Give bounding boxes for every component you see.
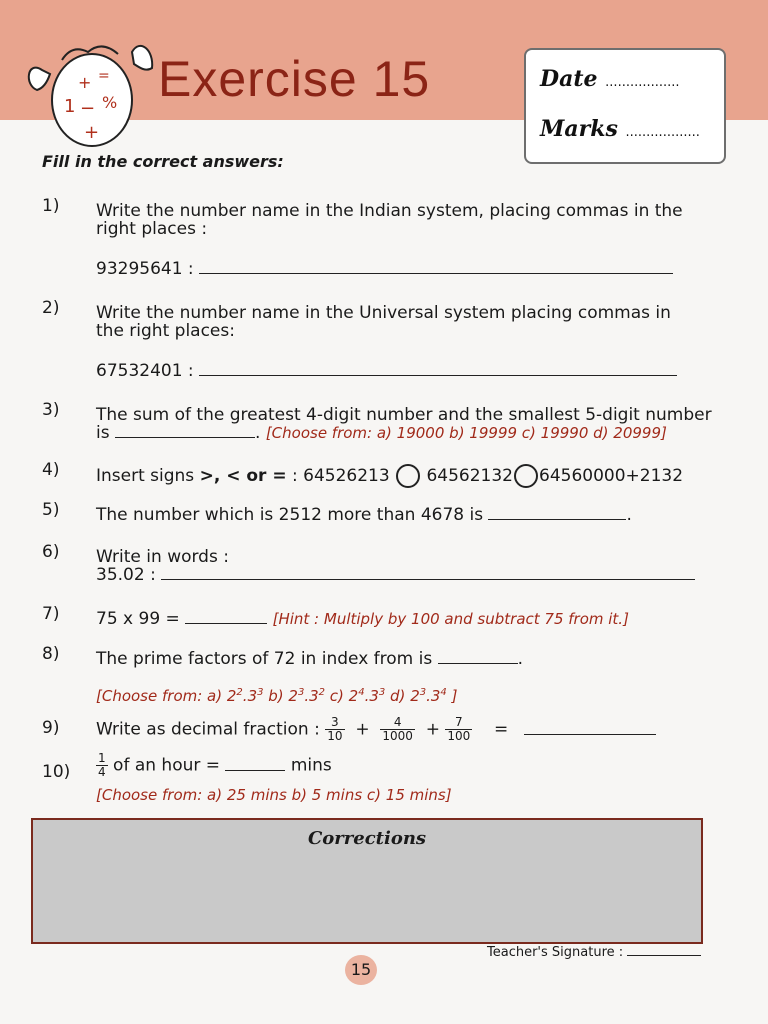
svg-text:+: + bbox=[78, 73, 92, 92]
teacher-signature: Teacher's Signature : bbox=[487, 945, 701, 960]
q1-blank[interactable] bbox=[199, 273, 673, 274]
q4-circle-1[interactable] bbox=[396, 464, 420, 488]
q9-number: 9) bbox=[42, 718, 60, 738]
q4-number: 4) bbox=[42, 460, 60, 480]
svg-text:=: = bbox=[98, 68, 110, 84]
date-marks-box bbox=[524, 48, 726, 164]
svg-text:+: + bbox=[84, 122, 100, 143]
instruction: Fill in the correct answers: bbox=[42, 152, 284, 171]
q3-choices: [Choose from: a) 19000 b) 19999 c) 19990 d) 20999] bbox=[265, 424, 667, 442]
q7-blank[interactable] bbox=[185, 623, 267, 624]
q5-text: The number which is 2512 more than 4678 is . bbox=[96, 505, 632, 525]
q3-number: 3) bbox=[42, 400, 60, 420]
q1-text: Write the number name in the Indian system, placing commas in the right places : bbox=[96, 201, 683, 239]
signature-blank[interactable] bbox=[627, 955, 701, 956]
q5-blank[interactable] bbox=[488, 519, 626, 520]
q2-answer-line: 67532401 : bbox=[96, 362, 677, 380]
q8-number: 8) bbox=[42, 644, 60, 664]
q10-choices: [Choose from: a) 25 mins b) 5 mins c) 15 mins] bbox=[96, 786, 452, 804]
q8-blank[interactable] bbox=[438, 663, 518, 664]
q4-circle-2[interactable] bbox=[514, 464, 538, 488]
q9-fraction-3: $\frac{7}{100}$ bbox=[447, 715, 471, 743]
svg-text:1: 1 bbox=[64, 96, 76, 117]
q7-text: 75 x 99 = [Hint : Multiply by 100 and subtract 75 from it.] bbox=[96, 609, 629, 629]
q6-blank[interactable] bbox=[161, 579, 695, 580]
q9-blank[interactable] bbox=[524, 734, 656, 735]
q10-fraction: $\frac{1}{4}$ bbox=[98, 751, 106, 779]
q8-text: The prime factors of 72 in index from is . bbox=[96, 649, 524, 669]
q6-number: 6) bbox=[42, 542, 60, 562]
q4-text: Insert signs >, < or = : 64526213 64562132 64560000+2132 bbox=[96, 466, 684, 486]
q9-text: Write as decimal fraction : $\frac{3}{10}$ + $\frac{4}{1000}$ + $\frac{7}{100}$ = bbox=[96, 716, 656, 743]
q10-blank[interactable] bbox=[225, 770, 285, 771]
q6-text: Write in words : 35.02 : bbox=[96, 548, 716, 584]
q2-blank[interactable] bbox=[199, 375, 677, 376]
page-number: 15 bbox=[345, 955, 377, 985]
q8-choices: [Choose from: a) $2^2.3^3$ b) $2^3.3^2$ c) $2^4.3^3$ d) $2^3.3^4$ ] bbox=[96, 687, 458, 705]
q9-fraction-2: $\frac{4}{1000}$ bbox=[382, 715, 413, 743]
q3-text: The sum of the greatest 4-digit number and the smallest 5-digit number is . [Choose from: a) 19000 b) 19999 c) 19990 d) 20999] bbox=[96, 405, 712, 443]
corrections-box bbox=[31, 818, 703, 944]
q10-text: $\frac{1}{4}$ of an hour = mins bbox=[98, 751, 332, 779]
q1-number: 1) bbox=[42, 196, 60, 216]
q10-number: 10) bbox=[42, 762, 71, 782]
math-mascot-icon bbox=[22, 30, 157, 155]
q3-blank[interactable] bbox=[115, 437, 255, 438]
svg-text:−: − bbox=[80, 98, 96, 119]
q9-fraction-1: $\frac{3}{10}$ bbox=[327, 715, 343, 743]
corrections-title: Corrections bbox=[307, 828, 427, 849]
q2-text: Write the number name in the Universal system placing commas in the right places: bbox=[96, 303, 671, 341]
date-label: Date .................. bbox=[540, 66, 680, 92]
q1-answer-line: 93295641 : bbox=[96, 260, 673, 278]
marks-label: Marks .................. bbox=[540, 116, 700, 142]
exercise-title: Exercise 15 bbox=[158, 51, 431, 107]
q7-hint: [Hint : Multiply by 100 and subtract 75 from it.] bbox=[272, 610, 629, 628]
q7-number: 7) bbox=[42, 604, 60, 624]
q2-number: 2) bbox=[42, 298, 60, 318]
q5-number: 5) bbox=[42, 500, 60, 520]
svg-text:%: % bbox=[102, 93, 118, 112]
